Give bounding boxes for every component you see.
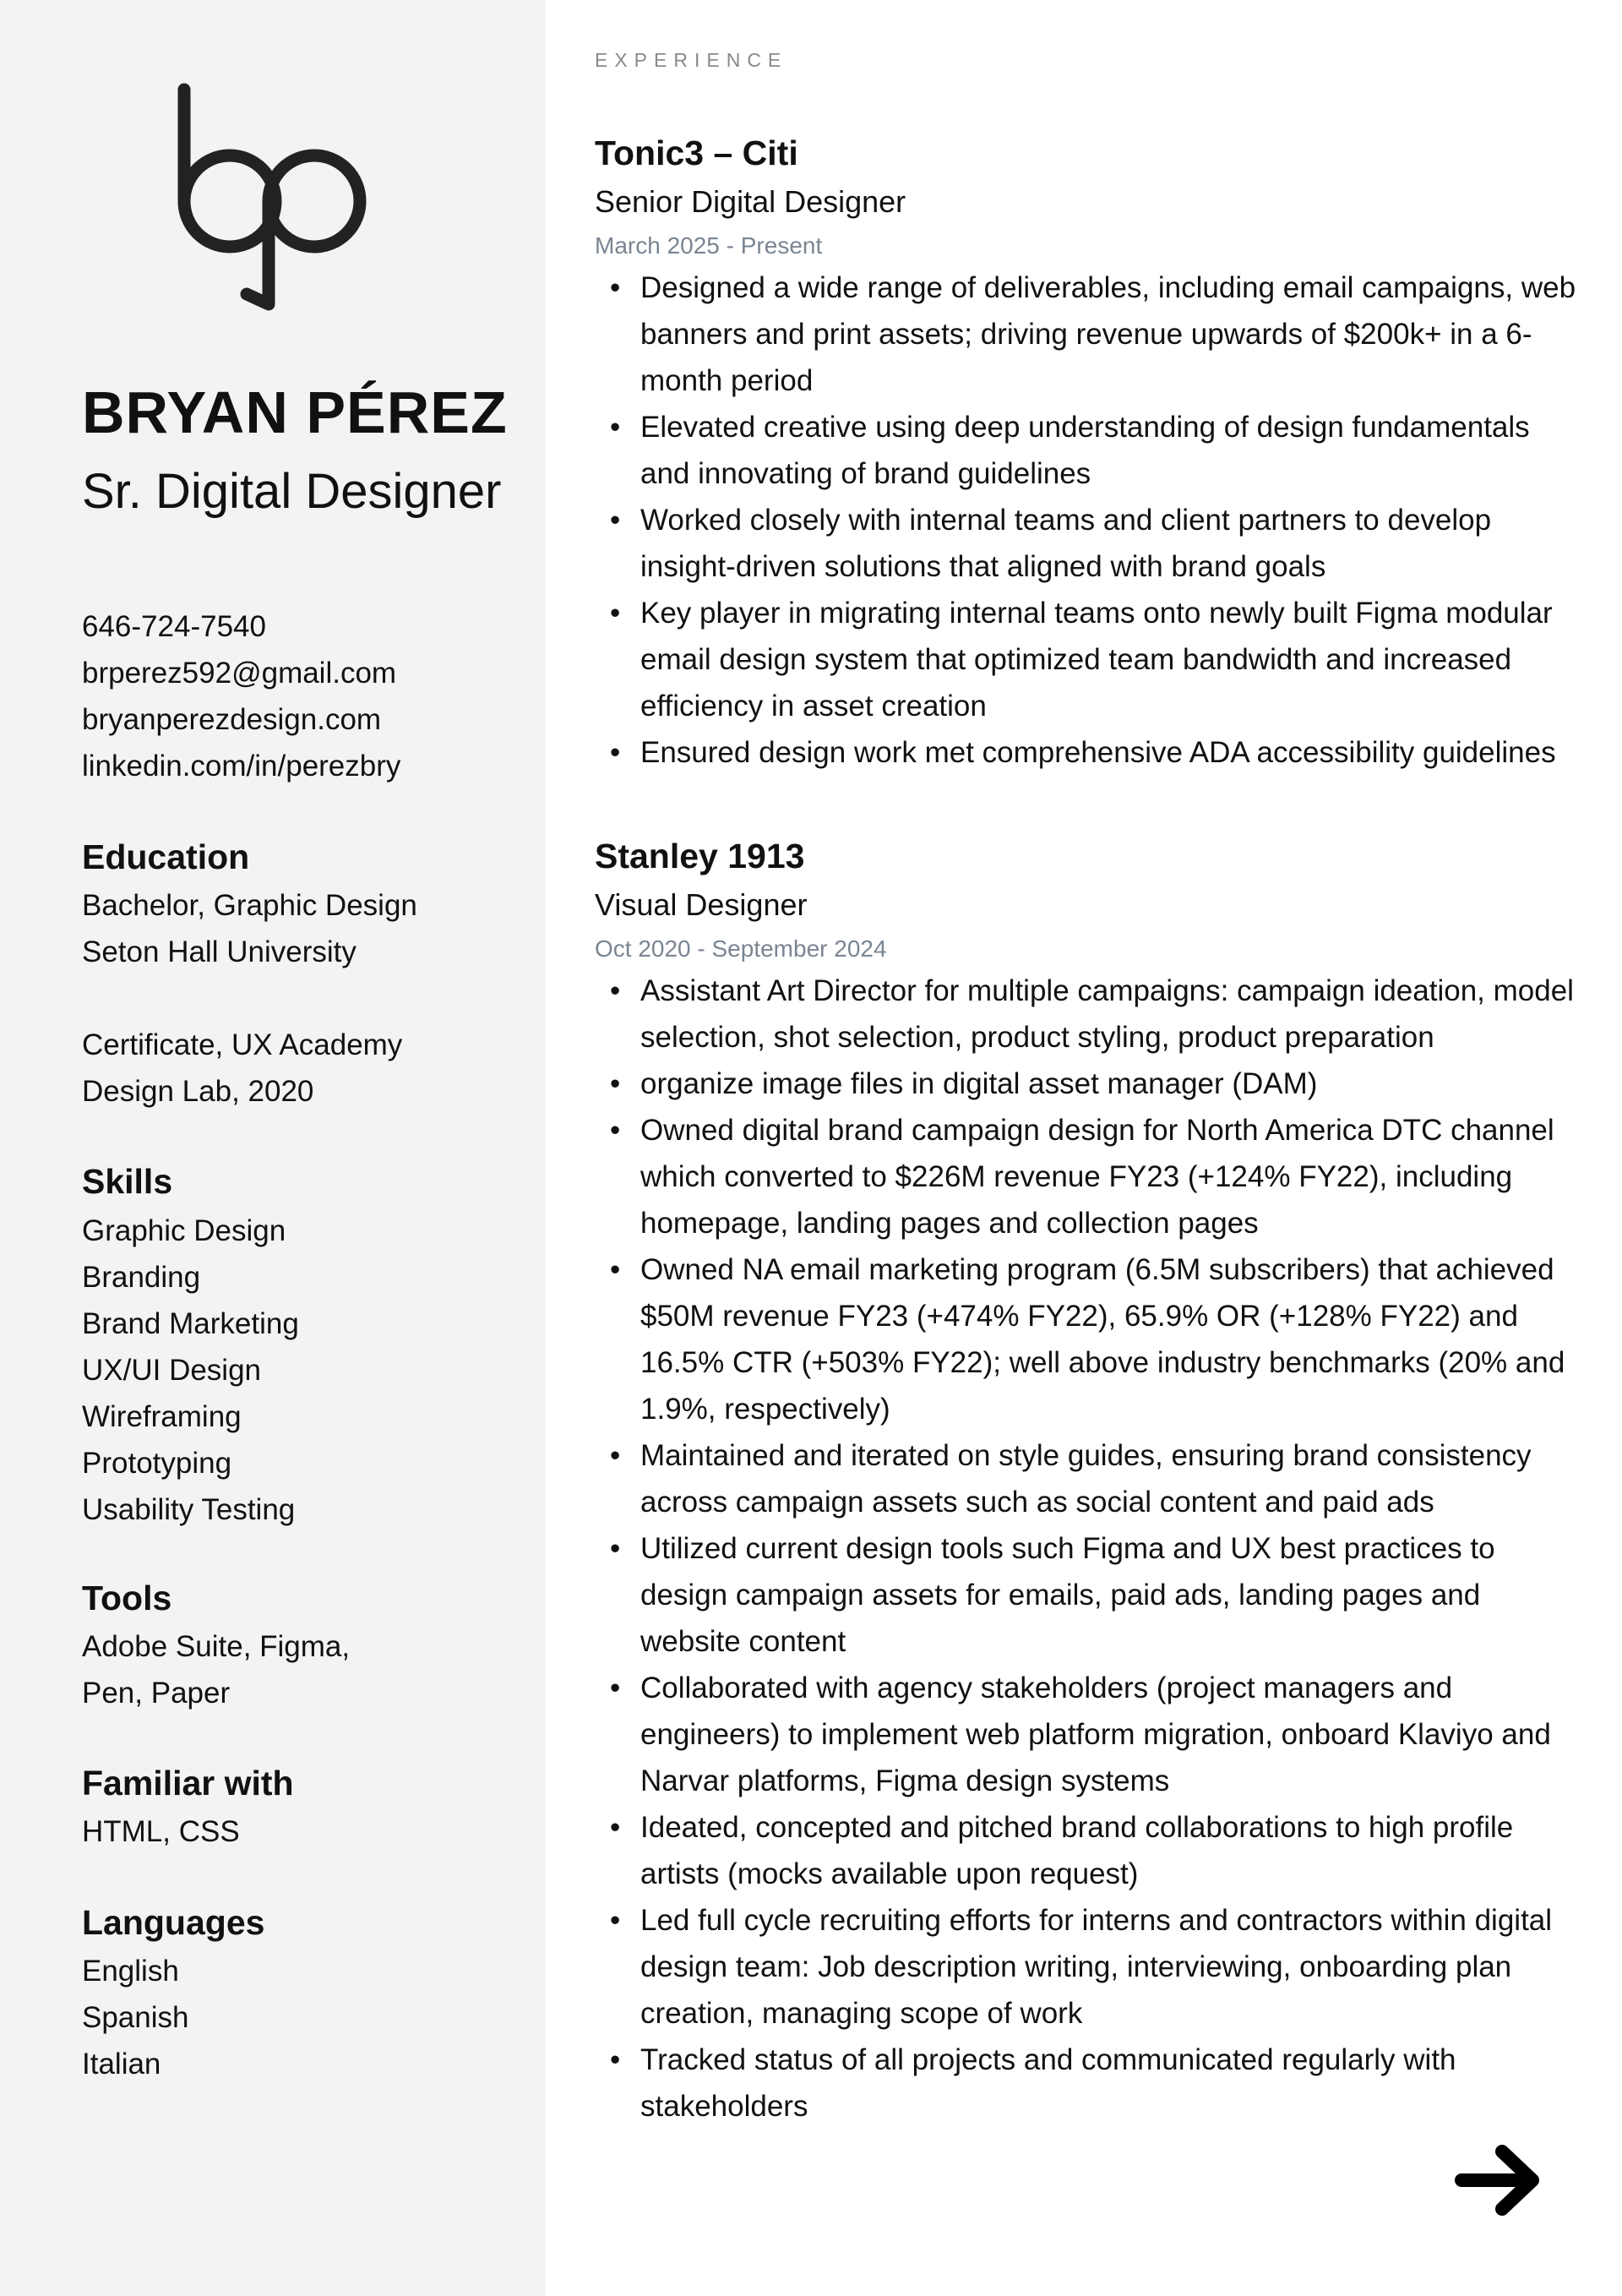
skill-item: Wireframing [82, 1400, 242, 1433]
experience-label: EXPERIENCE [595, 49, 788, 71]
job-bullet: • Elevated creative using deep understanding of design fundamentals and innovating of brand guidelines [595, 404, 1583, 497]
skill-item: Brand Marketing [82, 1307, 299, 1340]
job-bullet: • Owned NA email marketing program (6.5M subscribers) that achieved $50M revenue FY23 (+474% FY22), 65.9% OR (+128% FY22) and 16.5% CTR (+503% FY22); well above industry benchmarks (20% and 1.9%, respectively) [595, 1246, 1583, 1432]
job-bullet: • Ensured design work met comprehensive ADA accessibility guidelines [595, 729, 1583, 776]
job-bullet: • Ideated, concepted and pitched brand collaborations to high profile artists (mocks available upon request) [595, 1804, 1583, 1897]
education-list [82, 882, 417, 1115]
bp-logo [166, 74, 402, 328]
contact-phone: 646-724-7540 [82, 610, 266, 643]
familiar-line: HTML, CSS [82, 1815, 240, 1848]
sidebar [0, 0, 546, 2296]
job-company: Tonic3 – Citi [595, 134, 798, 172]
job-bullet: • Utilized current design tools such Figma and UX best practices to design campaign assets for emails, paid ads, landing pages and website content [595, 1525, 1583, 1665]
skill-item: Graphic Design [82, 1214, 286, 1247]
job-bullet: • Designed a wide range of deliverables, including email campaigns, web banners and print assets; driving revenue upwards of $200k+ in a 6-month period [595, 265, 1583, 404]
tools-heading: Tools [82, 1579, 172, 1617]
job-dates: Oct 2020 - September 2024 [595, 935, 887, 962]
job-tonic3-citi [595, 132, 1583, 776]
skill-item: UX/UI Design [82, 1354, 262, 1387]
tools-list [82, 1623, 350, 1716]
job-company: Stanley 1913 [595, 837, 805, 875]
skill-item: Branding [82, 1261, 201, 1294]
candidate-title: Sr. Digital Designer [82, 464, 502, 519]
familiar-list [82, 1808, 240, 1855]
education-line: Bachelor, Graphic Design [82, 889, 417, 922]
languages-heading: Languages [82, 1903, 265, 1942]
language-item: Spanish [82, 2001, 189, 2034]
language-item: Italian [82, 2048, 161, 2081]
language-item: English [82, 1955, 179, 1988]
contact-list [82, 603, 400, 789]
education-line: Certificate, UX Academy [82, 1028, 403, 1061]
job-bullets [595, 968, 1583, 2130]
skills-heading: Skills [82, 1162, 173, 1201]
education-line: Seton Hall University [82, 935, 357, 968]
candidate-name: BRYAN PÉREZ [82, 379, 508, 445]
contact-website: bryanperezdesign.com [82, 703, 382, 736]
contact-linkedin: linkedin.com/in/perezbry [82, 750, 401, 783]
familiar-heading: Familiar with [82, 1764, 294, 1802]
education-line: Design Lab, 2020 [82, 1075, 314, 1108]
education-spacer [82, 975, 417, 1022]
contact-email: brperez592@gmail.com [82, 657, 397, 690]
job-bullet: • Collaborated with agency stakeholders (project managers and engineers) to implement web platform migration, onboard Klaviyo and Narvar platforms, Figma design systems [595, 1665, 1583, 1804]
job-bullet: • Assistant Art Director for multiple campaigns: campaign ideation, model selection, shot selection, product styling, product preparation [595, 968, 1583, 1061]
skills-list [82, 1208, 299, 1533]
job-bullet: • Worked closely with internal teams and client partners to develop insight-driven solutions that aligned with brand goals [595, 497, 1583, 590]
tools-line: Pen, Paper [82, 1677, 231, 1710]
skill-item: Prototyping [82, 1447, 232, 1480]
job-bullet: • organize image files in digital asset manager (DAM) [595, 1061, 1583, 1107]
arrow-right-icon[interactable] [1455, 2143, 1544, 2217]
education-heading: Education [82, 837, 250, 876]
job-role: Visual Designer [595, 887, 808, 922]
skill-item: Usability Testing [82, 1493, 296, 1526]
job-bullet: • Owned digital brand campaign design for North America DTC channel which converted to $226M revenue FY23 (+124% FY22), including homepage, landing pages and collection pages [595, 1107, 1583, 1246]
languages-list [82, 1948, 188, 2087]
job-bullets [595, 265, 1583, 776]
job-bullet: • Key player in migrating internal teams onto newly built Figma modular email design system that optimized team bandwidth and increased efficiency in asset creation [595, 590, 1583, 729]
job-role: Senior Digital Designer [595, 184, 906, 219]
job-bullet: • Tracked status of all projects and communicated regularly with stakeholders [595, 2037, 1583, 2130]
job-dates: March 2025 - Present [595, 232, 823, 259]
tools-line: Adobe Suite, Figma, [82, 1630, 351, 1663]
job-stanley-1913 [595, 835, 1583, 2130]
job-bullet: • Led full cycle recruiting efforts for interns and contractors within digital design team: Job description writing, interviewing, onboarding plan creation, managing scope of work [595, 1897, 1583, 2037]
job-bullet: • Maintained and iterated on style guides, ensuring brand consistency across campaign assets such as social content and paid ads [595, 1432, 1583, 1525]
